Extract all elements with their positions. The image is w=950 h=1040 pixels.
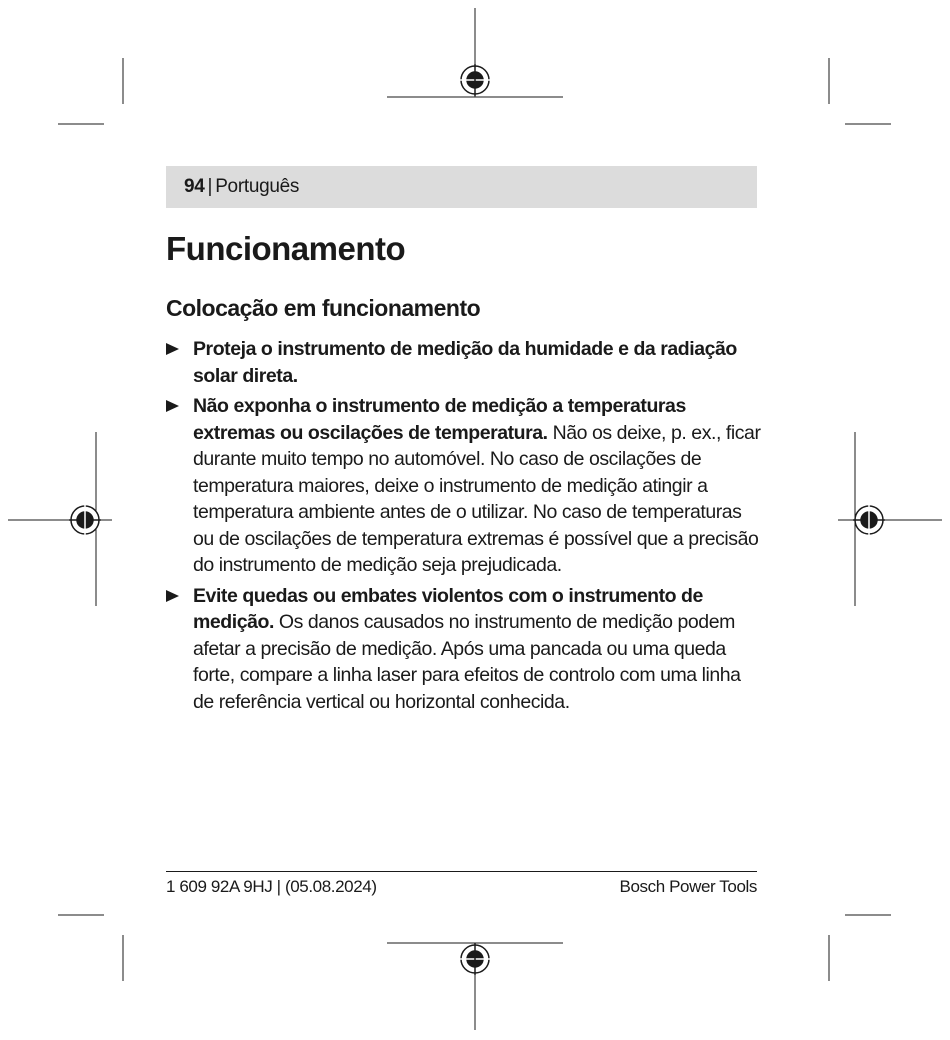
item-bold-text: Proteja o instrumento de medição da humidade e da radiação solar direta. <box>193 338 737 387</box>
bullet-arrow-icon <box>166 400 179 412</box>
header-text <box>184 176 299 198</box>
section-subtitle: Colocação em funcionamento <box>166 295 481 321</box>
list-item <box>166 393 761 579</box>
footer-document-id: 1 609 92A 9HJ | (05.08.2024) <box>166 877 377 896</box>
item-bold-text: Não exponha o instrumento de medição a temperaturas extremas ou oscilações de temperatura. <box>193 395 686 444</box>
header-separator: | <box>207 176 213 197</box>
footer-rule <box>166 871 757 872</box>
bullet-arrow-icon <box>166 590 179 602</box>
language-label: Português <box>215 176 300 197</box>
section-title: Funcionamento <box>166 230 406 267</box>
page-number: 94 <box>184 176 205 197</box>
registration-target-top <box>459 64 491 96</box>
footer-brand: Bosch Power Tools <box>619 877 757 896</box>
list-item <box>166 583 761 716</box>
item-bold-text: Evite quedas ou embates violentos com o instrumento de medição. <box>193 584 703 633</box>
registration-target-right <box>853 504 885 536</box>
item-body-text: Os danos causados no instrumento de medição podem afetar a precisão de medição. Após uma pancada ou uma queda forte, compare a linha laser para efeitos de controlo com uma linha de referência vertical ou horizontal conhecida. <box>193 611 741 713</box>
registration-target-bottom <box>459 943 491 975</box>
list-item <box>166 336 761 389</box>
page-header <box>166 166 757 208</box>
item-body-text: Não os deixe, p. ex., ficar durante muito tempo no automóvel. No caso de oscilações de temperatura maiores, deixe o instrumento de medição atingir a temperatura ambiente antes de o utilizar. No caso de temperaturas ou de oscilações de temperatura extremas é possível que a precisão do instrumento de medição seja prejudicada. <box>193 421 761 576</box>
bullet-arrow-icon <box>166 343 179 355</box>
instruction-list <box>166 336 761 719</box>
